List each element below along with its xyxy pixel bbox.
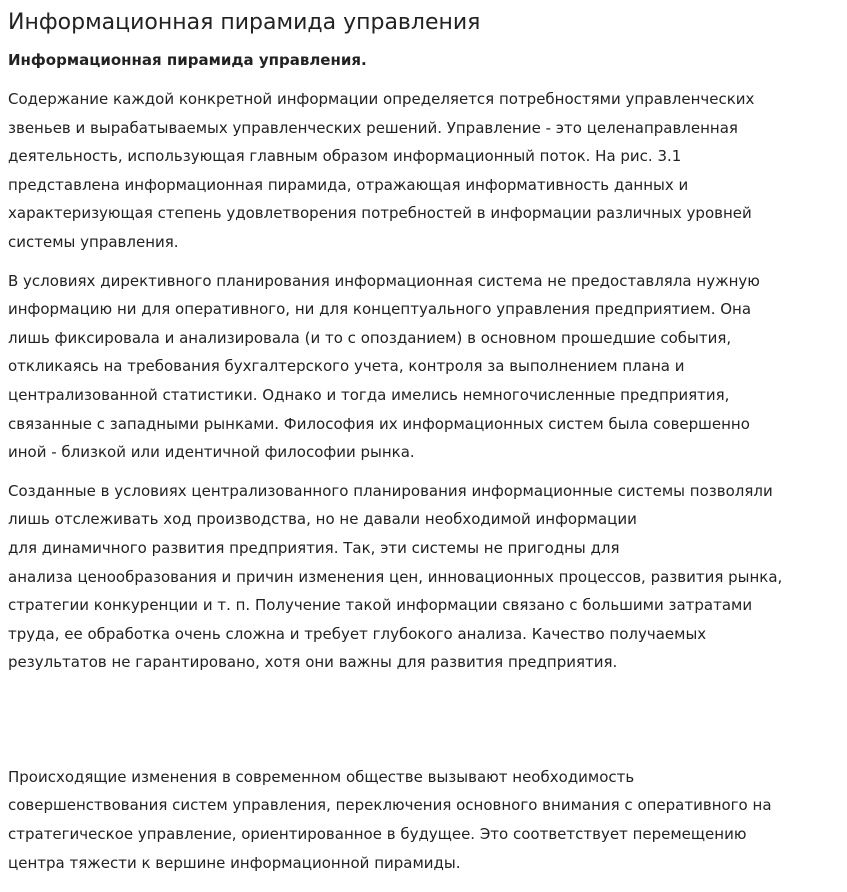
paragraph-line: системы управления.: [8, 232, 179, 251]
paragraph-line: стратегическое управление, ориентированное в будущее. Это соответствует перемещению: [8, 825, 747, 844]
paragraph-line: характеризующая степень удовлетворения потребностей в информации различных уровней: [8, 204, 752, 223]
paragraph-line: информацию ни для оперативного, ни для концептуального управления предприятием. Она: [8, 300, 752, 319]
paragraph-line: центра тяжести к вершине информационной пирамиды.: [8, 853, 461, 872]
paragraph-line: Созданные в условиях централизованного планирования информационные системы позволяли: [8, 481, 773, 500]
paragraph-line: стратегии конкуренции и т. п. Получение такой информации связано с большими затратами: [8, 596, 753, 615]
paragraph-2: [8, 267, 839, 467]
paragraph-line: результатов не гарантировано, хотя они важны для развития предприятия.: [8, 653, 618, 672]
paragraph-line: для динамичного развития предприятия. Так, эти системы не пригодны для: [8, 538, 620, 557]
paragraph-1: [8, 85, 839, 257]
paragraph-line: В условиях директивного планирования информационная система не предоставляла нужную: [8, 271, 760, 290]
paragraph-line: лишь фиксировала и анализировала (и то с опозданием) в основном прошедшие события,: [8, 328, 732, 347]
paragraph-line: труда, ее обработка очень сложна и требует глубокого анализа. Качество получаемых: [8, 624, 707, 643]
paragraph-line: централизованной статистики. Однако и тогда имелись немногочисленные предприятия,: [8, 385, 730, 404]
paragraph-line: иной - близкой или идентичной философии рынка.: [8, 443, 415, 462]
paragraph-line: деятельность, использующая главным образом информационный поток. На рис. 3.1: [8, 147, 682, 166]
paragraph-line: откликаясь на требования бухгалтерского учета, контроля за выполнением плана и: [8, 357, 685, 376]
paragraph-4: [8, 763, 839, 877]
page-title: Информационная пирамида управления: [8, 10, 481, 35]
section-heading: Информационная пирамида управления.: [8, 51, 367, 69]
paragraph-line: лишь отслеживать ход производства, но не давали необходимой информации: [8, 510, 637, 529]
paragraph-line: анализа ценообразования и причин изменения цен, инновационных процессов, развития рынка,: [8, 567, 783, 586]
paragraph-line: звеньев и вырабатываемых управленческих решений. Управление - это целенаправленная: [8, 118, 738, 137]
paragraph-line: связанные с западными рынками. Философия их информационных систем была совершенно: [8, 414, 750, 433]
paragraph-line: Содержание каждой конкретной информации определяется потребностями управленческих: [8, 90, 755, 108]
paragraph-3: [8, 477, 839, 677]
paragraph-line: совершенствования систем управления, переключения основного внимания с оперативного на: [8, 796, 772, 815]
paragraph-line: представлена информационная пирамида, отражающая информативность данных и: [8, 175, 689, 194]
paragraph-line: Происходящие изменения в современном обществе вызывают необходимость: [8, 767, 635, 786]
